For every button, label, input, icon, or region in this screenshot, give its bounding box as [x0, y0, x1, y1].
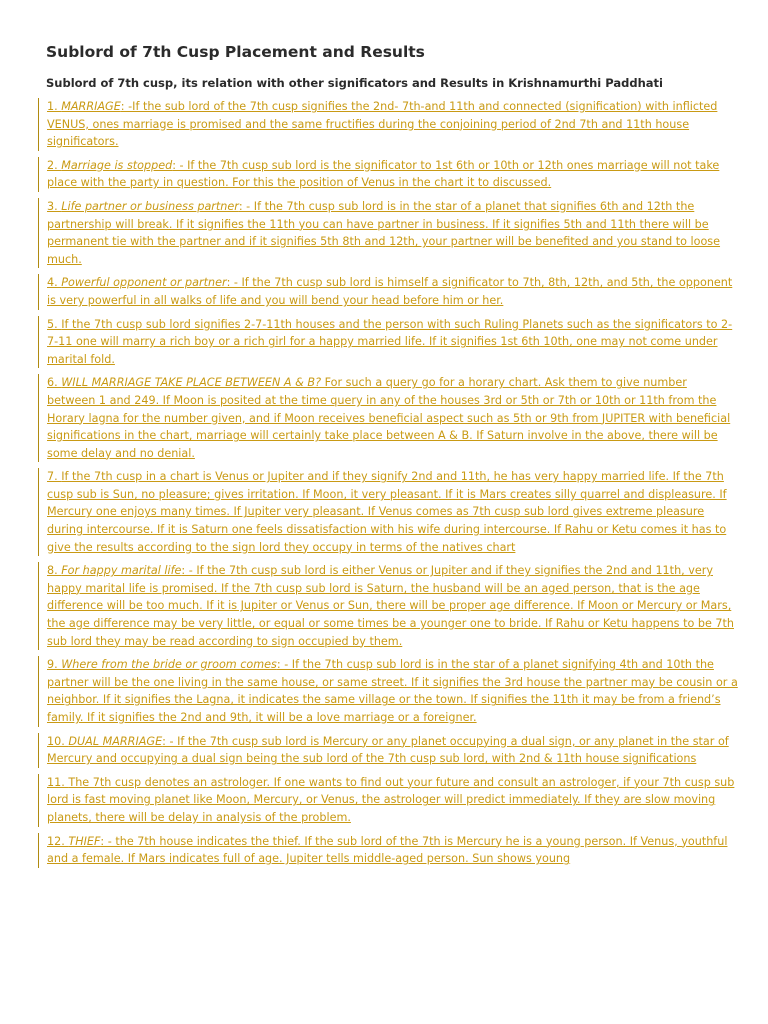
- item-text: If the 7th cusp sub lord signifies 2-7-11th houses and the person with such Ruling Planets such as the significators to 2-7-11 one will marry a rich boy or a rich girl for a happy married life. If it signifies 1st 6th 10th, one may not come under marital fold.: [47, 317, 733, 366]
- result-item[interactable]: [38, 774, 738, 827]
- result-item[interactable]: [38, 98, 738, 151]
- item-heading: Where from the bride or groom comes: [61, 658, 277, 672]
- result-item[interactable]: [38, 562, 738, 650]
- page-title: Sublord of 7th Cusp Placement and Results: [46, 43, 425, 61]
- result-item[interactable]: [38, 198, 738, 268]
- item-number: 12.: [47, 834, 69, 848]
- item-number: 1.: [47, 100, 62, 113]
- item-heading: WILL MARRIAGE TAKE PLACE BETWEEN A & B?: [61, 376, 322, 390]
- item-heading: DUAL MARRIAGE: [68, 734, 163, 748]
- item-heading: Powerful opponent or partner: [61, 276, 227, 290]
- result-item[interactable]: [38, 316, 738, 369]
- item-heading: For happy marital life: [61, 564, 182, 578]
- result-item[interactable]: [38, 468, 738, 556]
- results-list: [38, 98, 738, 874]
- item-text: : - If the 7th cusp sub lord is either Venus or Jupiter and if they signifies the 2nd and 11th, very happy marital life is promised. If the 7th cusp sub lord is Saturn, the husband will be an aged person, that is the age difference will be too much. If it is Jupiter or Venus or Sun, there will be proper age difference. If Moon or Mercury or Mars, the age difference may be very little, or equal or some times be a younger one to bride. If Rahu or Ketu happens to be 7th sub lord they may be read according to sign occupied by them.: [47, 564, 734, 648]
- item-heading: MARRIAGE: [61, 100, 121, 113]
- item-number: 9.: [47, 658, 62, 672]
- item-number: 7.: [47, 470, 62, 484]
- item-number: 11.: [47, 775, 69, 789]
- item-text: If the 7th cusp in a chart is Venus or Jupiter and if they signify 2nd and 11th, he has very happy married life. If the 7th cusp sub is Sun, no pleasure; gives irritation. If Moon, it very pleasant. If it is Mars creates silly quarrel and displeasure. If Mercury one enjoys many times. If Jupiter very pleasant. If Venus comes as 7th cusp sub lord gives extreme pleasure during intercourse. If it is Saturn one feels dissatisfaction with his wife during intercourse. If Rahu or Ketu comes it has to give the results according to the sign lord they occupy in terms of the natives chart: [47, 470, 727, 554]
- result-item[interactable]: [38, 833, 738, 868]
- item-text: : - If the 7th cusp sub lord is in the star of a planet signifying 4th and 10th the partner will be the one living in the same house, or same street. If it signifies the 3rd house the partner may be cousin or a neighbor. If it signifies the Lagna, it indicates the same village or the town. If signifies the 11th it may be from a friend’s family. If it signifies the 2nd and 9th, it will be a love marriage or a foreigner.: [47, 658, 738, 724]
- result-item[interactable]: [38, 374, 738, 462]
- page-subtitle: Sublord of 7th cusp, its relation with other significators and Results in Krishnamurthi Paddhati: [46, 76, 663, 90]
- item-text: : - the 7th house indicates the thief. If the sub lord of the 7th is Mercury he is a young person. If Venus, youthful and a female. If Mars indicates full of age. Jupiter tells middle-aged person. Sun shows young: [47, 834, 728, 866]
- item-number: 6.: [47, 376, 62, 390]
- item-number: 5.: [47, 317, 62, 331]
- item-heading: Life partner or business partner: [61, 199, 239, 213]
- item-number: 10.: [47, 734, 69, 748]
- item-text: : - If the 7th cusp sub lord is himself a significator to 7th, 8th, 12th, and 5th, the opponent is very powerful in all walks of life and you will bend your head before him or her.: [47, 276, 733, 307]
- result-item[interactable]: [38, 733, 738, 768]
- item-heading: THIEF: [68, 834, 101, 848]
- result-item[interactable]: [38, 274, 738, 309]
- item-text: : -If the sub lord of the 7th cusp signifies the 2nd- 7th-and 11th and connected (signification) with inflicted VENUS, ones marriage is promised and the same fructifies during the conjoining period of 2nd 7th and 11th house significators.: [47, 100, 718, 149]
- item-text: The 7th cusp denotes an astrologer. If one wants to find out your future and consult an astrologer, if your 7th cusp sub lord is fast moving planet like Moon, Mercury, or Venus, the astrologer will predict immediately. If they are slow moving planets, there will be delay in analysis of the problem.: [47, 775, 735, 824]
- item-text: : - If the 7th cusp sub lord is the significator to 1st 6th or 10th or 12th ones marriage will not take place with the party in question. For this the position of Venus in the chart it to discussed.: [47, 158, 720, 190]
- item-number: 4.: [47, 276, 62, 290]
- item-text: : - If the 7th cusp sub lord is in the star of a planet that signifies 6th and 12th the partnership will break. If it signifies the 11th you can have partner in business. If it signifies 5th and 11th there will be permanent tie with the partner and if it signifies 5th 8th and 12th, your partner will be benefited and you stand to loose much.: [47, 199, 721, 266]
- result-item[interactable]: [38, 656, 738, 726]
- result-item[interactable]: [38, 157, 738, 192]
- item-heading: Marriage is stopped: [61, 158, 173, 172]
- item-number: 3.: [47, 199, 62, 213]
- item-text: For such a query go for a horary chart. Ask them to give number between 1 and 249. If Moon is posited at the time query in any of the houses 3rd or 5th or 7th or 10th or 11th from the Horary lagna for the number given, and if Moon receives beneficial aspect such as 5th or 9th from JUPITER with beneficial significations in the chart, marriage will certainly take place between A & B. If Saturn involve in the above, there will be some delay and no denial.: [47, 376, 731, 460]
- item-text: : - If the 7th cusp sub lord is Mercury or any planet occupying a dual sign, or any planet in the star of Mercury and occupying a dual sign being the sub lord of the 7th cusp sub lord, with 2nd & 11th house significations: [47, 734, 729, 766]
- item-number: 2.: [47, 158, 62, 172]
- item-number: 8.: [47, 564, 62, 578]
